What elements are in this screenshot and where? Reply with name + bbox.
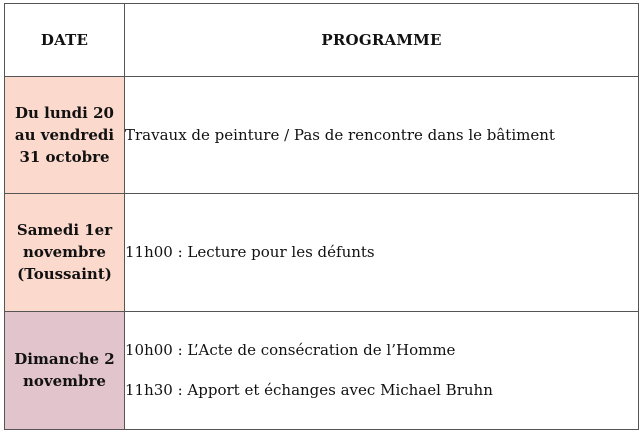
- table-header-row: [5, 4, 639, 77]
- date-text: (Toussaint): [17, 265, 112, 284]
- table-row: [5, 311, 639, 429]
- date-column-header: DATE: [5, 4, 125, 77]
- table-row: [5, 76, 639, 193]
- programme-cell: [125, 311, 639, 429]
- date-text: au vendredi: [14, 125, 115, 144]
- programme-cell: [125, 193, 639, 311]
- date-cell: [5, 76, 125, 193]
- date-text: Dimanche 2: [14, 350, 115, 369]
- date-text: novembre: [23, 372, 106, 391]
- programme-cell: [125, 76, 639, 193]
- date-text: Samedi 1er: [16, 221, 113, 240]
- programme-item: 11h00 : Lecture pour les défunts: [125, 243, 375, 262]
- programme-item: 11h30 : Apport et échanges avec Michael Bruhn: [125, 381, 493, 400]
- date-cell: [5, 311, 125, 429]
- programme-table: [4, 3, 639, 430]
- table-row: [5, 193, 639, 311]
- date-text: novembre: [23, 243, 106, 262]
- programme-item: 10h00 : L’Acte de consécration de l’Homme: [125, 341, 456, 360]
- date-cell: [5, 193, 125, 311]
- date-text: 31 octobre: [19, 147, 110, 166]
- programme-item: Travaux de peinture / Pas de rencontre dans le bâtiment: [125, 125, 555, 144]
- programme-column-header: PROGRAMME: [125, 4, 639, 77]
- date-text: Du lundi 20: [15, 103, 114, 122]
